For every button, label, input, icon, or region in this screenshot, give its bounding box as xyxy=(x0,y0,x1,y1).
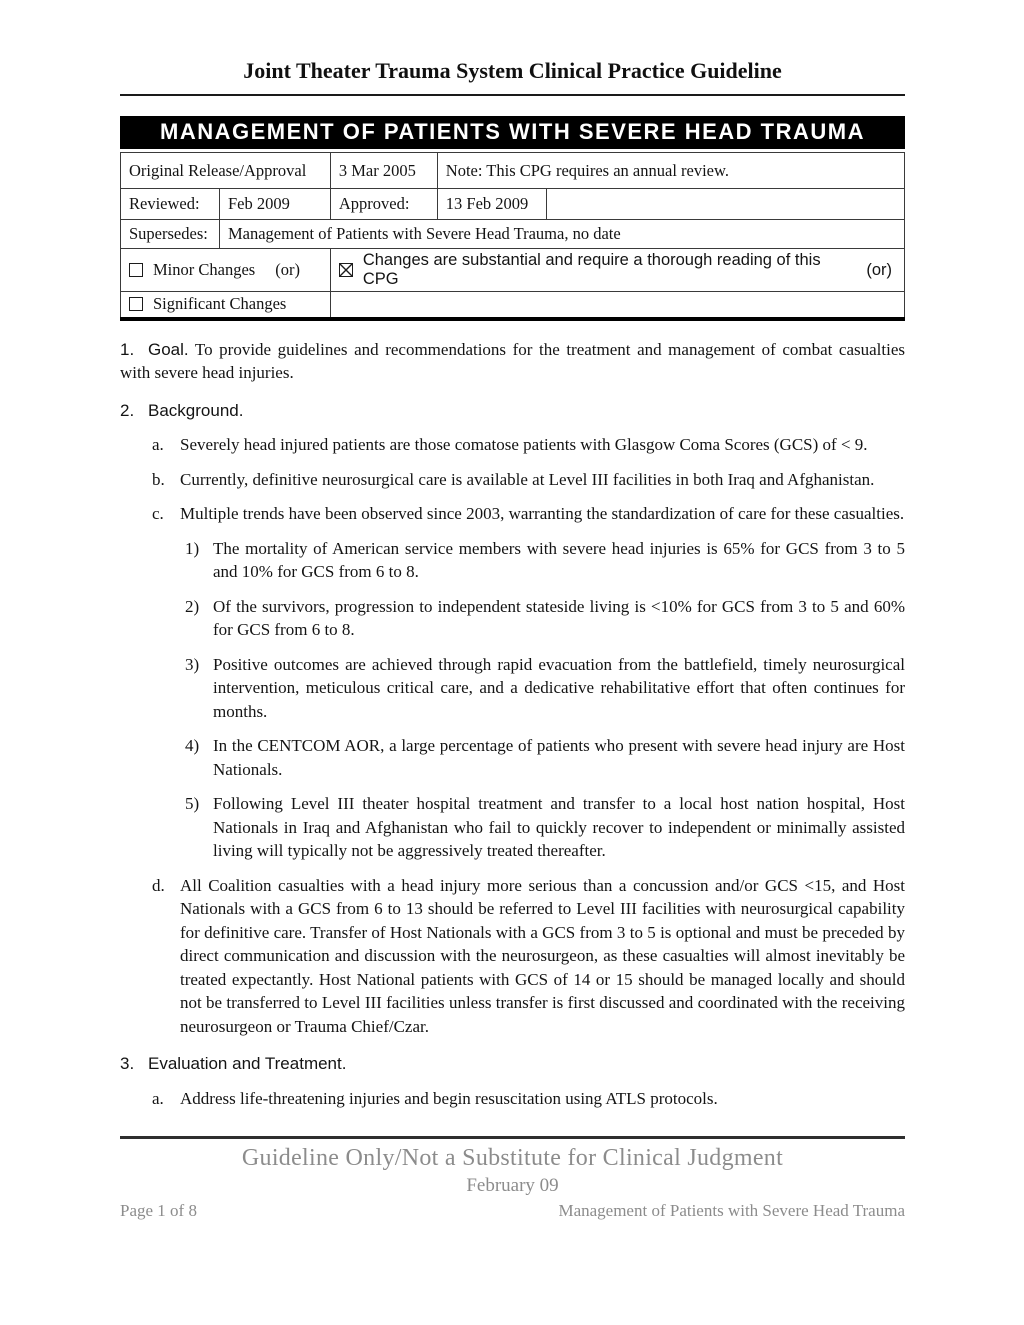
item-label: a. xyxy=(152,435,164,454)
document-body xyxy=(120,338,905,1111)
title-divider xyxy=(120,94,905,96)
section-number: 1. xyxy=(120,339,135,359)
list-item-eval-a xyxy=(120,1087,905,1111)
footer-divider xyxy=(120,1136,905,1139)
item-text: Following Level III theater hospital treatment and transfer to a local host nation hospital, Host Nationals in Iraq and Afghanistan who fail to quickly recover to independent or minimally assisted living will typically not be aggressively treated thereafter. xyxy=(213,794,905,860)
item-text: Address life-threatening injuries and begin resuscitation using ATLS protocols. xyxy=(180,1088,718,1108)
supersedes-label: Supersedes: xyxy=(121,220,220,249)
list-item-c5 xyxy=(120,792,905,863)
significant-changes-label: Significant Changes xyxy=(153,294,287,314)
approved-date: 13 Feb 2009 xyxy=(437,189,546,220)
section-number: 2. xyxy=(120,400,135,420)
list-item-c3 xyxy=(120,653,905,724)
item-label: 2) xyxy=(185,596,200,616)
table-row-original-release xyxy=(121,153,905,189)
reviewed-date: Feb 2009 xyxy=(219,189,330,220)
footer-date: February 09 xyxy=(466,1175,559,1196)
list-item-c1 xyxy=(120,537,905,584)
supersedes-value: Management of Patients with Severe Head Trauma, no date xyxy=(219,220,904,249)
list-item-c4 xyxy=(120,734,905,781)
item-text: In the CENTCOM AOR, a large percentage of patients who present with severe head injury are Host Nationals. xyxy=(213,736,905,779)
item-label: 5) xyxy=(185,794,200,813)
reviewed-label: Reviewed: xyxy=(121,189,220,220)
substantial-changes-label: Changes are substantial and require a thorough reading of this CPG xyxy=(362,251,821,288)
annual-review-note: Note: This CPG requires an annual review. xyxy=(437,153,904,189)
section-heading: Goal. xyxy=(148,339,189,359)
document-title: Joint Theater Trauma System Clinical Practice Guideline xyxy=(243,58,782,83)
footer-doc-title: Management of Patients with Severe Head Trauma xyxy=(558,1201,905,1220)
checkbox-unchecked-minor-icon xyxy=(129,263,143,277)
item-label: 3) xyxy=(185,654,200,674)
item-label: c. xyxy=(152,504,164,523)
item-label: b. xyxy=(152,469,165,489)
empty-cell xyxy=(330,292,904,319)
checkbox-unchecked-significant-icon xyxy=(129,297,143,311)
item-text: Multiple trends have been observed since 2003, warranting the standardization of care for these casualties. xyxy=(180,504,905,523)
list-item-c2 xyxy=(120,595,905,642)
item-label: d. xyxy=(152,875,165,895)
original-release-date: 3 Mar 2005 xyxy=(330,153,437,189)
footer-disclaimer: Guideline Only/Not a Substitute for Clinical Judgment xyxy=(241,1145,784,1171)
list-item-c xyxy=(120,502,905,526)
section-heading: Background. xyxy=(148,400,244,420)
page-number: Page 1 of 8 xyxy=(120,1201,197,1220)
table-row-change-type-2 xyxy=(121,292,905,319)
item-text: Severely head injured patients are those comatose patients with Glasgow Coma Scores (GCS) of < 9. xyxy=(180,435,868,454)
item-text: The mortality of American service members with severe head injuries is 65% for GCS from 3 to 5 and 10% for GCS from 6 to 8. xyxy=(213,538,905,581)
section-evaluation xyxy=(120,1052,905,1076)
section-background xyxy=(120,399,905,423)
list-item-a xyxy=(120,433,905,457)
section-goal xyxy=(120,338,905,385)
item-text: All Coalition casualties with a head injury more serious than a concussion and/or GCS <15, and Host Nationals with a GCS from 6 to 13 should be referred to Level III facilities with neurosurgical capability for definitive care. Transfer of Host Nationals with a GCS from 3 to 5 is optional and must be preceded by direct communication and discussion with the neurosurgeon, as these casualties will almost inevitably be treated expectantly. Host National patients with GCS of 14 or 15 should be managed locally and should not be transferred to Level III facilities unless transfer is first discussed and coordinated with the receiving neurosurgeon or Trauma Chief/Czar. xyxy=(180,875,905,1036)
item-text: Currently, definitive neurosurgical care is available at Level III facilities in both Iraq and Afghanistan. xyxy=(180,469,875,489)
item-text: Of the survivors, progression to independent stateside living is <10% for GCS from 3 to 5 and 60% for GCS from 6 to 8. xyxy=(213,596,905,639)
table-row-change-type-1 xyxy=(121,249,905,292)
item-text: Positive outcomes are achieved through rapid evacuation from the battlefield, timely neurosurgical intervention, meticulous critical care, and a dedicative rehabilitative effort that often continues for months. xyxy=(213,654,905,721)
item-label: a. xyxy=(152,1088,164,1108)
list-item-d xyxy=(120,874,905,1039)
list-item-b xyxy=(120,468,905,492)
substantial-changes-or: (or) xyxy=(866,260,892,279)
section-number: 3. xyxy=(120,1054,135,1073)
footer-row xyxy=(120,1201,905,1221)
original-release-label: Original Release/Approval xyxy=(121,153,331,189)
item-label: 1) xyxy=(185,538,200,558)
minor-changes-or: (or) xyxy=(275,260,300,279)
approved-label: Approved: xyxy=(330,189,437,220)
section-heading: Evaluation and Treatment. xyxy=(148,1054,347,1073)
table-row-supersedes xyxy=(121,220,905,249)
table-row-reviewed-approved xyxy=(121,189,905,220)
item-label: 4) xyxy=(185,736,200,755)
checkbox-checked-substantial-icon xyxy=(339,263,353,277)
cpg-title-banner: MANAGEMENT OF PATIENTS WITH SEVERE HEAD TRAUMA xyxy=(120,116,905,149)
minor-changes-label: Minor Changes xyxy=(153,260,256,279)
empty-cell xyxy=(546,189,904,220)
cpg-meta-table xyxy=(120,152,905,321)
section-text: To provide guidelines and recommendations for the treatment and management of combat casualties with severe head injuries. xyxy=(120,339,905,382)
